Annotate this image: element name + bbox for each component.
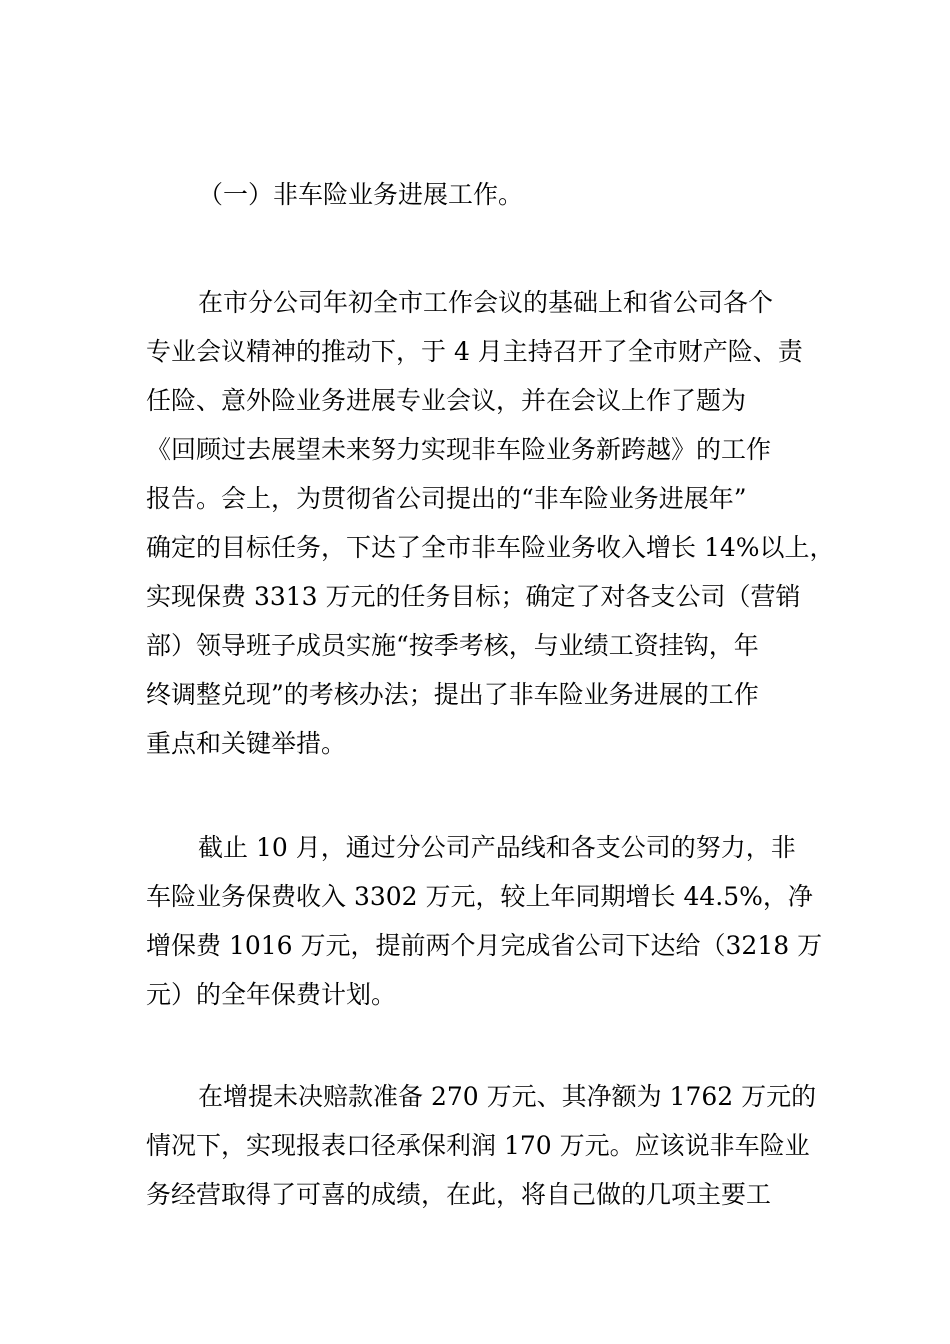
text-line: 在市分公司年初全市工作会议的基础上和省公司各个 — [198, 288, 774, 317]
text-line: 增保费 1016 万元，提前两个月完成省公司下达给（3218 万 — [146, 931, 823, 960]
text-line: 专业会议精神的推动下，于 4 月主持召开了全市财产险、责 — [146, 337, 803, 366]
text-line: 元）的全年保费计划。 — [146, 980, 397, 1009]
paragraph-underwriting-profit — [146, 1072, 817, 1219]
paragraph-premium-results — [146, 823, 823, 1019]
text-line: 重点和关键举措。 — [146, 729, 347, 758]
text-line: 确定的目标任务，下达了全市非车险业务收入增长 14%以上， — [146, 533, 835, 562]
text-line: 情况下，实现报表口径承保利润 170 万元。应该说非车险业 — [146, 1131, 810, 1160]
text-line: 终调整兑现”的考核办法；提出了非车险业务进展的工作 — [146, 680, 759, 709]
text-line: 截止 10 月，通过分公司产品线和各支公司的努力，非 — [198, 833, 796, 862]
paragraph-meeting-summary — [146, 278, 835, 768]
text-line: 车险业务保费收入 3302 万元，较上年同期增长 44.5%，净 — [146, 882, 813, 911]
text-line: 部）领导班子成员实施“按季考核，与业绩工资挂钩，年 — [146, 631, 759, 660]
section-heading: （一）非车险业务进展工作。 — [198, 180, 524, 209]
text-line: 任险、意外险业务进展专业会议，并在会议上作了题为 — [146, 386, 747, 415]
text-line: 《回顾过去展望未来努力实现非车险业务新跨越》的工作 — [146, 435, 772, 464]
text-line: 报告。会上，为贯彻省公司提出的“非车险业务进展年” — [146, 484, 747, 513]
text-line: 务经营取得了可喜的成绩，在此，将自己做的几项主要工 — [146, 1180, 772, 1209]
text-line: 在增提未决赔款准备 270 万元、其净额为 1762 万元的 — [198, 1082, 817, 1111]
text-line: 实现保费 3313 万元的任务目标；确定了对各支公司（营销 — [146, 582, 801, 611]
